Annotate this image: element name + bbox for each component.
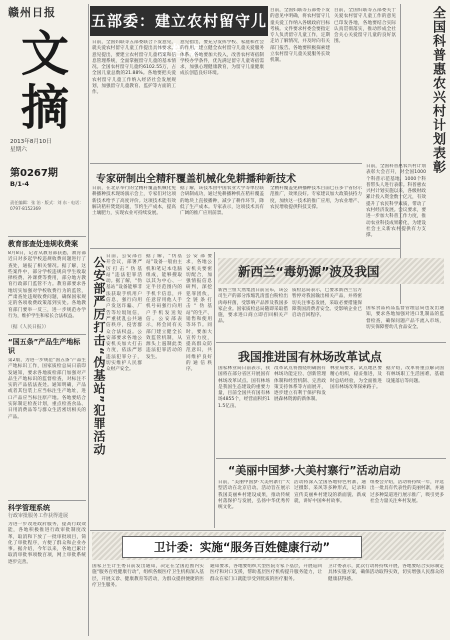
right-article-body: 日前，全国科普惠农兴村计划表彰大会召开，对全国1000个科普示范基地、1000个科普带头人进行表彰。科普惠农兴村计划实施以来，各级财政累计投入资金数十亿元，有效提升了农民科学素质，带动了农村经济发展。会议要求，要进一步加大科普工作力度，推动农业科技成果转化，为建设社会主义新农村提供有力支撑。 — [366, 164, 426, 239]
top-article-headline: 五部委：建立农村留守儿童档案 — [90, 6, 268, 36]
police-col-3: 公安部要求，各地公安机关要密切配合，加强情报信息研判，深挖犯罪团伙，全链条打击“伪基站”的生产、销售和使用等环节。同时，要加大宣传力度，提高群众防范意识，共同维护良好的通信秩序。 — [186, 254, 212, 373]
issue-weekday: 星期六 — [10, 147, 27, 153]
dream-col-1: 日前，“美丽中国梦·大美村寨行”大型活动在北京启动。活动旨在展示我国美丽乡村建设成果，推动传统村落保护与发展，弘扬中华优秀传统文化。 — [218, 480, 290, 511]
milk-col-2: 质检总局表示，已要求新西兰官方暂停对我国输出相关产品，并将密切关注事态发展，采取必要措施保障我国消费者安全。受影响企业已启动召回程序。 — [292, 288, 362, 319]
milk-col-1: 新西兰恒天然集团日前宣布，该公司生产的部分浓缩乳清蛋白粉检出肉毒杆菌，受影响产品涉及我国多家企业。国家质检总局随即采取措施，要求进口商立即召回相关产品。 — [218, 288, 288, 325]
forest-col-4: 据介绍，改革将重点解决国有林场职工生活困难、基础设施落后等问题。 — [386, 366, 444, 384]
dream-col-2: 活动将深入全国各地特色村寨，通过摄影、采风等多种形式，记录和宣传美丽乡村建设的新面貌、新成就，讲好中国乡村故事。 — [294, 480, 366, 504]
dream-col-3: 组委会介绍，活动将持续一年，评选出一批具有代表性的美丽村寨，并通过多种渠道进行展示推广，吸引更多社会力量关注乡村发展。 — [370, 480, 444, 504]
divider — [8, 334, 86, 335]
left-article-2 — [8, 338, 86, 508]
forest-headline: 我国推进国有林场改革试点 — [238, 350, 383, 364]
masthead-title-char-1: 文 — [20, 26, 69, 82]
left-article-3-body: 为进一步改进政府服务，提高行政效能，各地积极推进行政审批制度改革，取消和下放了一批审批项目，简化了审批程序，方便了群众和企业办事。据介绍，今年以来，各地已累计取消审批事项数百项，网上审批系统逐步完善。 — [8, 522, 86, 565]
forest-col-2: 改革试点将围绕明确国有林场功能定位、创新管理体制和经营机制、完善政策支持体系等方面展开，逐步建立有利于保护和发展森林资源的新体制。 — [274, 366, 326, 403]
top-article-col-3: 目前，全国妇联等五部委下发的意见中明确，将农村留守儿童关爱工作纳入各级政府目标考核。文件要求村委会要指定专人负责留守儿童工作，定期走访了解情况，并及时向有关部门报告。各地要积极探索建立农村留守儿童关爱服务长效机制。 — [270, 8, 330, 64]
milk-headline: 新西兰“毒奶源”波及我国 — [238, 264, 380, 279]
top-article-col-4: 目前，全国妇联等五部委关于关爱农村留守儿童工作的意见已印发各地，各地要结合实际认真贯彻落实，推动形成全社会关心关爱留守儿童的良好氛围。 — [334, 8, 396, 45]
police-col-1: 日前，公安部召开会议，部署严厉打击“伪基站”违法犯罪活动。据了解，“伪基站”设备能够非法获取手机用户信息，强行向用户发送诈骗、广告等垃圾短信，严重扰乱公共通信秩序，侵害群众合法权益。公安部要求各地公安机关加大打击力度，依法严惩违法犯罪分子，切实维护人民群众财产安全。 — [106, 254, 142, 373]
column-divider — [214, 252, 215, 528]
paper-name: 赣州日报 — [8, 6, 56, 19]
police-col-2: 据了解，“伪基站”设备一般由主机和笔记本电脑组成，能够搜取以其为中心、一定半径范围内的手机卡信息，并任意冒用他人手机号码强行向用户手机发送短信。公安部表示，将会同有关部门建立健全长效监管机制，从源头上遏制此类违法犯罪活动的发生。 — [146, 254, 182, 360]
left-article-3-subhead: 行政审批服务工作获得进展 — [8, 513, 69, 519]
milk-col-3: 国家食品药品监督管理总局也发出通知，要求各地加强对进口乳制品的监督检查，确保问题产品不流入市场，切实保障婴幼儿食品安全。 — [366, 306, 444, 330]
divider — [8, 236, 86, 237]
machinery-col-3: 全精秆覆盖免耕播种技术目前已在多个省份示范推广，效果良好。专家建议加大政策扶持力度，加快这一技术的推广应用，为农业增产、农民增收提供科技支撑。 — [270, 186, 362, 210]
health-col-3: 卫计委表示，此次行动将持续开展，各地要结合实际制定具体实施方案，确保活动取得实效，切实增强人民群众的健康获得感。 — [328, 564, 444, 582]
top-article-col-1: 日前，全国妇联等五部委联合下发意见，就关爱农村留守儿童工作提出具体要求。意见提出，要建立农村留守儿童档案和信息管理系统，全面掌握留守儿童的基本情况。全国农村留守儿童约6102.55万，占全国儿童总数的21.88%。各地要把关爱农村留守儿童工作纳入经济社会发展规划，加强留守儿童教育、监护等方面的工作。 — [92, 40, 176, 96]
divider — [216, 458, 446, 459]
issue-date: 2013年8月10日 — [10, 139, 52, 145]
health-headline: 卫计委：实施“服务百姓健康行动” — [122, 536, 362, 558]
left-article-3 — [8, 504, 86, 634]
police-headline: 公安部严厉打击“伪基站”犯罪活动 — [92, 256, 106, 456]
forest-col-3: 林业局要求，试点地区要精心组织，稳妥推进，及时总结经验，为全面推进国有林场改革探索路子。 — [330, 366, 382, 390]
machinery-col-1: 日前，在北京举行的全精秆覆盖机械化免耕播种技术现场演示会上，专家们对这项新技术给予了高度评价。这项技术能有效解决秸秆焚烧问题，节约生产成本，提高土壤肥力，实现农业可持续发展。 — [92, 186, 176, 217]
issue-date-block — [10, 138, 84, 154]
masthead-title-char-2: 摘 — [20, 80, 69, 136]
page-number: B/1-4 — [10, 180, 30, 188]
divider — [90, 248, 400, 249]
divider — [216, 342, 446, 343]
divider — [90, 163, 362, 164]
left-article-2-headline: “国五条”产品生产地标识 — [8, 338, 81, 355]
issue-number: 第0267期 — [10, 168, 58, 179]
divider — [90, 530, 446, 531]
left-article-3-headline: 科学管理系统 — [8, 504, 50, 512]
forest-col-1: 国家林业局日前表示，我国将在部分省区开展国有林场改革试点。国有林场是我国生态建设的重要力量，目前全国共有国有林场4855个，经营面积约11.5亿亩。 — [218, 366, 270, 409]
divider — [8, 500, 86, 501]
left-article-1-body: 8月8日，记者从教育部获悉，教育部近日对多起学校违规收费问题进行了查处，通报了相关情况。据了解，这些案件中，部分学校违规向学生收取择校费、补课费等费用，部分地方教育行政部门监管不力。教育部要求各地切实加强对学校收费行为的监管，严肃查处违规收费问题，确保国家规定的各项收费政策落到实处。各地教育部门要举一反三，进一步规范办学行为，维护学生和家长合法权益。 — [8, 251, 86, 319]
dream-headline: “美丽中国梦·大美村寨行”活动启动 — [228, 464, 401, 477]
contact-info: 责任编辑：张 治 · 版式：刘 东 · 电话：0797-8152369 — [10, 200, 84, 211]
right-article-headline: 全国科普惠农兴村计划表彰 — [430, 6, 445, 174]
machinery-col-2: 据了解，该技术由中国农业大学等单位联合研制成功，通过免耕播种机在秸秆覆盖的地块上直接播种，减少了耕作环节，降低了生产成本。专家表示，这项技术具有广阔的推广应用前景。 — [180, 186, 264, 217]
left-article-1-byline: （据《人民日报》） — [8, 325, 49, 330]
health-col-1: 国家卫生计生委日前发出通知，决定在全国范围内实施“服务百姓健康行动”，组织各级医疗卫生机构深入基层，开展义诊、健康教育等活动，为群众提供便捷的医疗卫生服务。 — [92, 564, 204, 588]
left-article-1 — [8, 240, 86, 331]
left-article-2-body: 第2版，为进一步规范“国五条”产品生产地标识工作，国家质检总局日前印发通知，要求各地质检部门加强对产品生产地标识的监督检查，对标注不实的产品依法查处。通知明确，产品或者其包装上应当标注生产地址，进口产品应当标注原产地。各地要结合实际制定检查计划，重点检查食品、日用消费品等与群众生活密切相关的产品。 — [8, 358, 86, 420]
machinery-headline: 专家研制出全精秆覆盖机械化免耕播种新技术 — [96, 174, 296, 185]
top-article-col-2: 意见指出，要充分发挥学校、家庭和社会的作用，建立健全农村留守儿童关爱服务体系。各地要加大投入，改善农村寄宿制学校办学条件，优先满足留守儿童寄宿需求，加强心理健康教育，为留守儿童健康成长创造良好环境。 — [180, 40, 264, 77]
column-divider — [88, 4, 89, 636]
health-col-2: 通知要求，各地要组织大型医院专家下基层，开展巡回医疗和对口支援，帮助基层医疗机构提升服务能力，让群众在家门口就能享受到优质的医疗服务。 — [210, 564, 322, 582]
left-article-1-headline: 教育部查处违规收费案 — [8, 240, 78, 248]
